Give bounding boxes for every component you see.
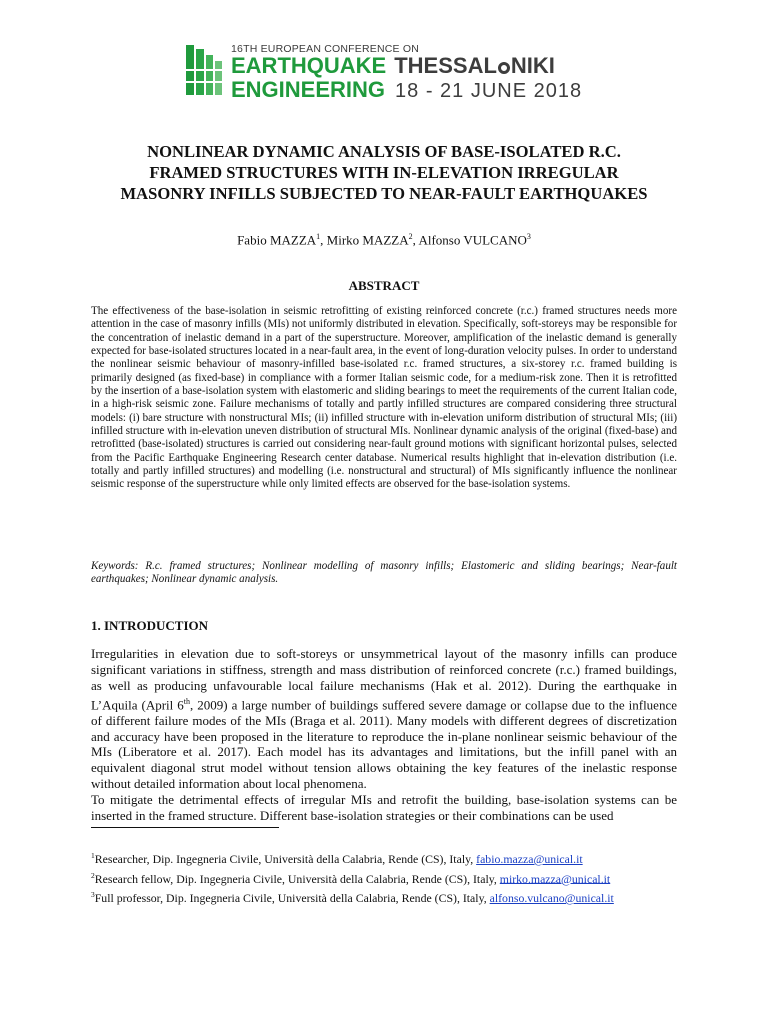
title-line-1: NONLINEAR DYNAMIC ANALYSIS OF BASE-ISOLATED R.C. xyxy=(147,142,621,161)
intro-paragraph-1 xyxy=(91,646,677,792)
conference-name-line1 xyxy=(231,55,555,77)
keywords: Keywords: R.c. framed structures; Nonlinear modelling of masonry infills; Elastomeric and sliding bearings; Near-fault earthquakes; Nonlinear dynamic analysis. xyxy=(91,560,677,586)
footnote-separator xyxy=(91,827,279,828)
intro-p1-text-b: , 2009) a large number of buildings suffered severe damage or collapse due to the influence of different failure modes of the MIs (Braga et al. 2011). Many models with different degrees of discretization and accuracy have been proposed in the literature to reproduce the in-plane nonlinear seismic behaviour of the MIs (Liberatore et al. 2017). Each model has its advantages and limitations, but the infill panel with an equivalent diagonal strut model without tension allows obtaining the key features of the inelastic response without detailed information about local phenomena. xyxy=(91,696,677,792)
author-affiliation-mark: 2 xyxy=(408,232,413,241)
conference-dates: 18 - 21 JUNE 2018 xyxy=(395,80,583,102)
conference-name-line2 xyxy=(231,79,582,102)
title-line-2: FRAMED STRUCTURES WITH IN-ELEVATION IRREGULAR xyxy=(149,163,619,182)
author-list: Fabio MAZZA$^1$, Mirko MAZZA$^2$, Alfonso VULCANO$^3$ xyxy=(237,232,531,248)
section-heading-introduction: 1. INTRODUCTION xyxy=(91,618,209,633)
city-o-ring-icon xyxy=(498,62,510,74)
author-name: Fabio MAZZA xyxy=(237,232,317,248)
email-link[interactable]: fabio.mazza@unical.it xyxy=(476,851,583,866)
footnote-mark: 2 xyxy=(91,870,95,880)
introduction-body xyxy=(91,646,677,824)
conference-city xyxy=(394,53,555,78)
conference-edition: 16TH EUROPEAN CONFERENCE ON xyxy=(231,43,420,55)
intro-p1-text-a: Irregularities in elevation due to soft-storeys or unsymmetrical layout of the masonry infills can produce significant variations in stiffness, strength and mass distribution of reinforced concrete (r.c.) framed buildings, as well as producing unfavourable local failure mechanisms (Hak et al. 2012). During the earthquake in L’Aquila (April 6 xyxy=(91,646,677,712)
footnote-mark: 3 xyxy=(91,890,95,900)
email-link[interactable]: alfonso.vulcano@unical.it xyxy=(489,890,614,905)
footnote-1 xyxy=(91,848,691,868)
author-affiliation-mark: 3 xyxy=(526,232,531,241)
abstract-heading: ABSTRACT xyxy=(348,278,420,293)
abstract-text: The effectiveness of the base-isolation in seismic retrofitting of existing reinforced concrete (r.c.) framed structures needs more attention in the case of masonry infills (MIs) not uniformly distributed in elevation. Specifically, soft-storeys may be responsible for the concentration of inelastic demand in a part of the superstructure. Moreover, amplification of the inelastic demand is generally expected for base-isolated structures located in a near-fault area, in the event of long-duration velocity pulses. In order to understand the nonlinear seismic behaviour of masonry-infilled base-isolated r.c. framed structures, a six-storey r.c. framed building is primarily designed (as fixed-base) in compliance with a former Italian seismic code, for a medium-risk zone. Then it is retrofitted by the insertion of a base-isolation system with elastomeric and sliding bearings to meet the requirements of the current Italian code, in a high-risk seismic zone. Failure mechanisms of totally and partly infilled structures are compared considering three structural models: (i) bare structure with nonstructural MIs; (ii) infilled structure with in-elevation uniform distribution of structural MIs; (iii) infilled structure with in-elevation uneven distribution of structural MIs. Nonlinear dynamic analysis of the original (fixed-base) and retrofitted (base-isolated) structures is carried out considering near-fault ground motions with significant horizontal pulses, selected from the Pacific Earthquake Engineering Research center database. Numerical results highlight that in-elevation distribution (i.e. totally and partly infilled structures) and modelling (i.e. nonstructural and structural) of MIs significantly influence the nonlinear seismic response of the superstructure while only limited effects are observed for the base-isolation systems. xyxy=(91,305,677,491)
email-link[interactable]: mirko.mazza@unical.it xyxy=(499,871,611,886)
footnote-text: Researcher, Dip. Ingegneria Civile, Università della Calabria, Rende (CS), Italy, xyxy=(94,851,477,866)
intro-paragraph-2: To mitigate the detrimental effects of irregular MIs and retrofit the building, base-isolation systems can be inserted in the framed structure. Different base-isolation strategies or their combinations can be used xyxy=(91,791,677,823)
conference-word-engineering: ENGINEERING xyxy=(231,77,386,102)
author-name: Mirko MAZZA xyxy=(326,232,409,248)
author-affiliation-mark: 1 xyxy=(316,232,321,241)
footnote-2 xyxy=(91,868,691,888)
city-part2: NIKI xyxy=(510,53,555,78)
city-part1: THESSAL xyxy=(394,53,497,78)
conference-logo-icon xyxy=(186,45,222,95)
footnote-text: Full professor, Dip. Ingegneria Civile, Università della Calabria, Rende (CS), Italy, xyxy=(94,890,490,905)
author-name: Alfonso VULCANO xyxy=(418,232,527,248)
paper-title xyxy=(60,141,708,204)
conference-header xyxy=(186,40,586,102)
footnotes xyxy=(91,848,691,907)
footnote-mark: 1 xyxy=(91,851,95,860)
footnote-3 xyxy=(91,887,691,907)
footnote-text: Research fellow, Dip. Ingegneria Civile, Università della Calabria, Rende (CS), Italy, xyxy=(94,871,500,886)
ordinal-suffix: th xyxy=(183,696,191,706)
title-line-3: MASONRY INFILLS SUBJECTED TO NEAR-FAULT EARTHQUAKES xyxy=(120,184,648,203)
conference-word-earthquake: EARTHQUAKE xyxy=(231,53,387,78)
